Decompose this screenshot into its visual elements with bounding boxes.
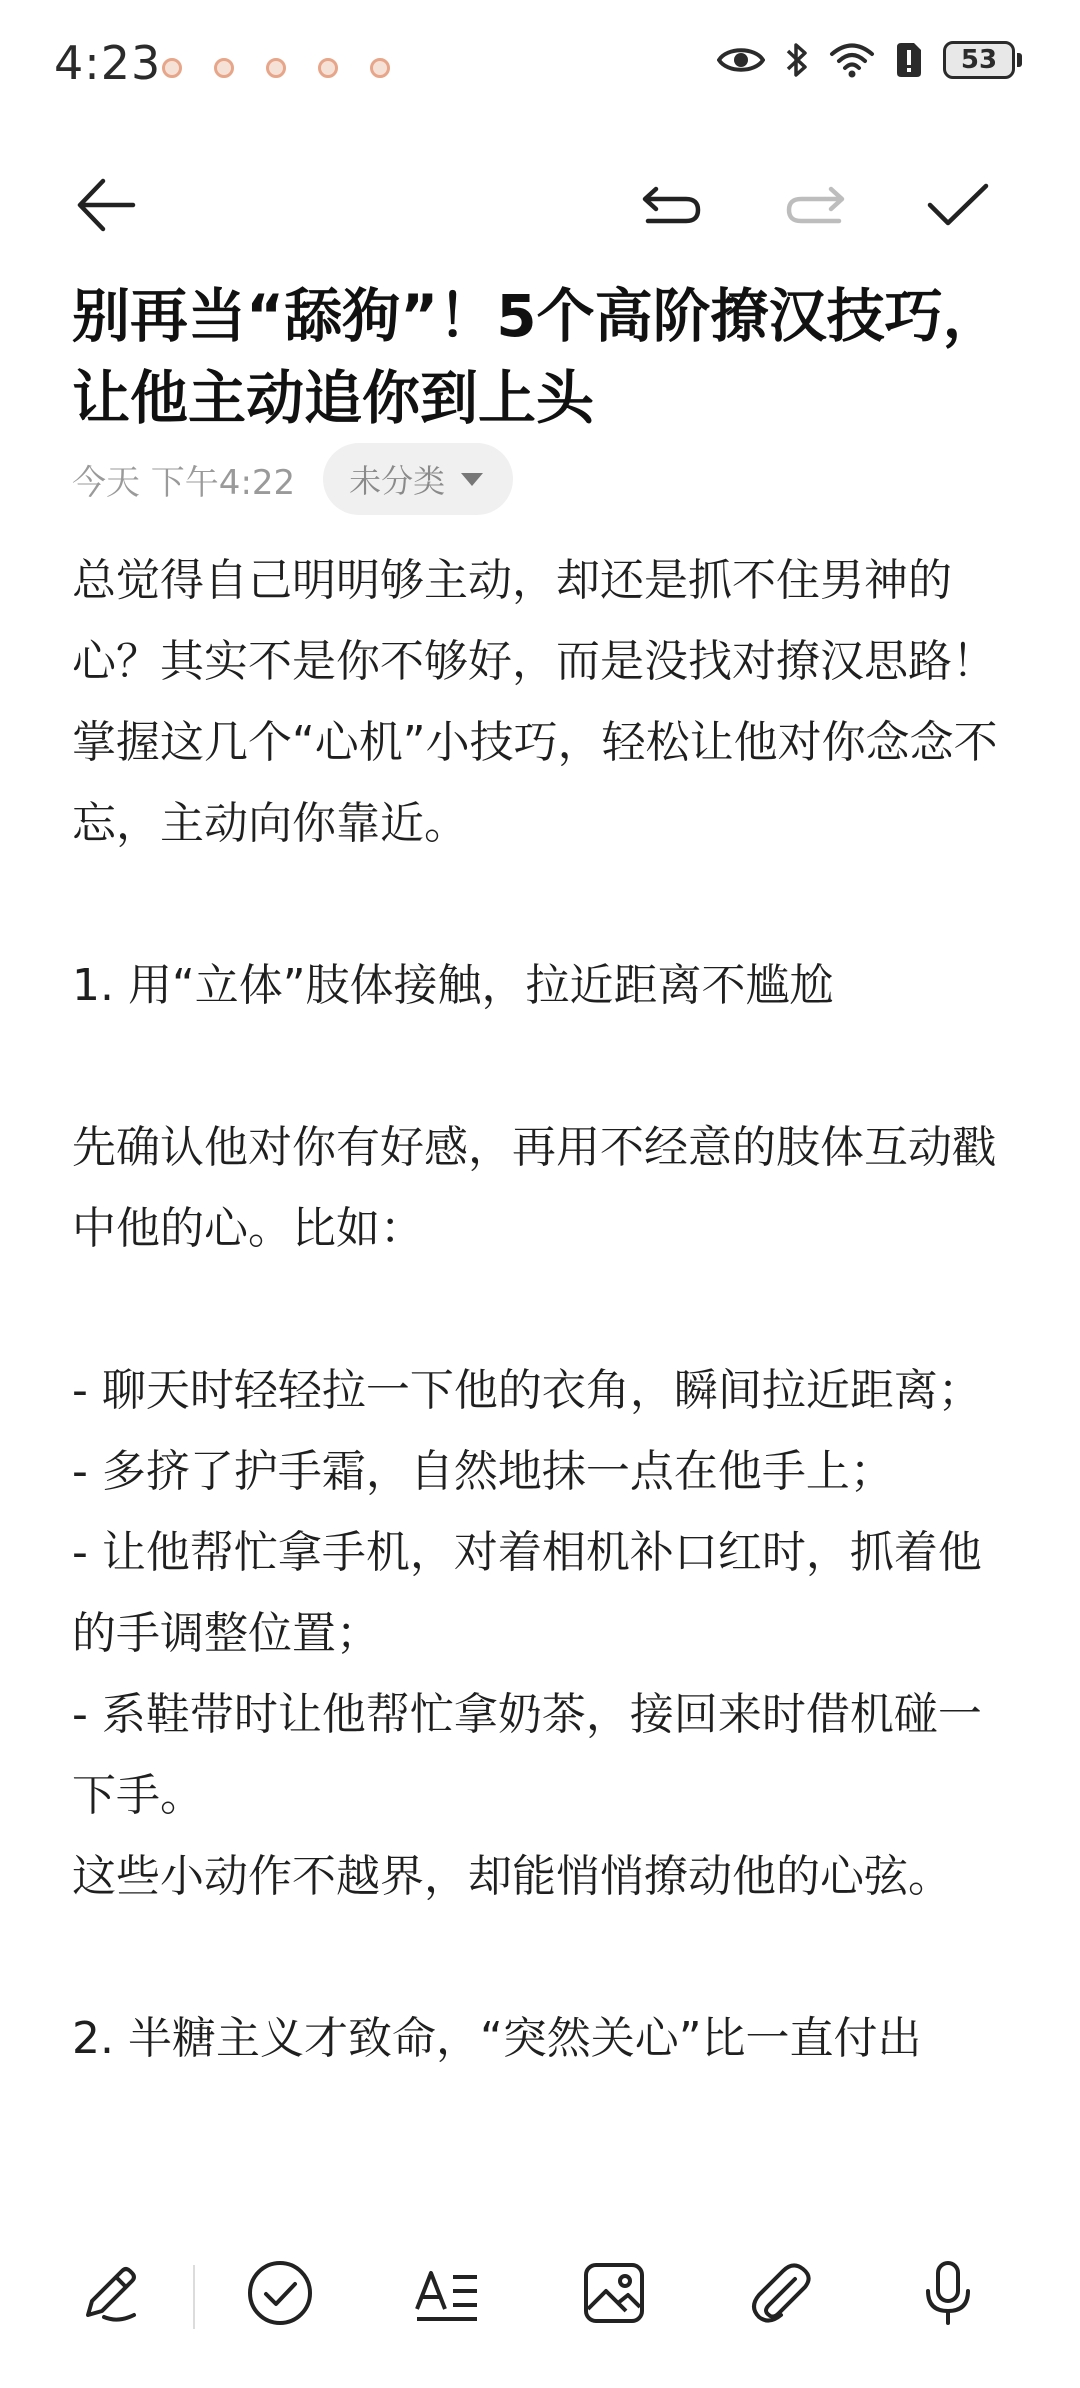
paperclip-icon [745,2257,817,2329]
note-title[interactable]: 别再当“舔狗”！5个高阶撩汉技巧，让他主动追你到上头 [72,282,1001,432]
redo-icon [783,183,847,227]
undo-button[interactable] [617,150,727,260]
checkmark-icon [926,181,990,229]
battery-level: 53 [943,41,1015,79]
checklist-icon [244,2257,316,2329]
dropdown-arrow-icon [461,473,483,486]
status-icons [717,40,1022,80]
body-paragraph: - 多挤了护手霜，自然地抹一点在他手上； [72,1446,894,1497]
alert-sim-icon [895,41,923,79]
voice-input-button[interactable] [900,2245,996,2341]
body-paragraph: - 系鞋带时让他帮忙拿奶茶，接回来时借机碰一下手。 [72,1689,982,1821]
note-meta [72,443,513,515]
battery-tip [1017,53,1022,67]
editor-toolbar [0,150,1080,260]
bluetooth-icon [785,40,809,80]
back-button[interactable] [52,150,162,260]
body-paragraph: 2. 半糖主义才致命，“突然关心”比一直付出 [72,2013,922,2064]
battery-indicator [943,41,1022,79]
checklist-button[interactable] [232,2245,328,2341]
blank-line [72,1917,1012,1998]
notification-icons [162,58,390,78]
pen-icon [74,2257,146,2329]
category-dropdown[interactable] [323,443,513,515]
body-paragraph: - 让他帮忙拿手机，对着相机补口红时，抓着他的手调整位置； [72,1527,982,1659]
body-paragraph: 先确认他对你有好感，再用不经意的肢体互动戳中他的心。比如： [72,1122,996,1254]
blank-line [72,1269,1012,1350]
attachment-button[interactable] [733,2245,829,2341]
app-notification-icon [162,58,182,78]
done-button[interactable] [903,150,1013,260]
app-notification-icon [214,58,234,78]
bottom-toolbar [0,2205,1080,2388]
status-time: 4:23 [54,36,162,90]
microphone-icon [912,2257,984,2329]
image-icon [578,2257,650,2329]
app-notification-icon [370,58,390,78]
insert-image-button[interactable] [566,2245,662,2341]
text-format-icon [411,2257,483,2329]
note-body[interactable] [72,540,1012,2205]
redo-button[interactable] [760,150,870,260]
note-date: 今天 下午4:22 [72,462,296,503]
category-label: 未分类 [349,462,446,500]
toolbar-divider [193,2265,195,2329]
app-notification-icon [318,58,338,78]
blank-line [72,864,1012,945]
handwriting-button[interactable] [62,2245,158,2341]
text-format-button[interactable] [399,2245,495,2341]
app-notification-icon [266,58,286,78]
wifi-icon [829,41,875,79]
undo-icon [640,183,704,227]
eye-icon [717,43,765,77]
back-arrow-icon [75,177,139,233]
blank-line [72,1026,1012,1107]
body-paragraph: - 聊天时轻轻拉一下他的衣角，瞬间拉近距离； [72,1365,982,1416]
status-bar [0,0,1080,130]
body-paragraph: 这些小动作不越界，却能悄悄撩动他的心弦。 [72,1851,952,1902]
body-paragraph: 1. 用“立体”肢体接触，拉近距离不尴尬 [72,960,834,1011]
body-paragraph: 总觉得自己明明够主动，却还是抓不住男神的心？其实不是你不够好，而是没找对撩汉思路！掌握这几个“心机”小技巧，轻松让他对你念念不忘，主动向你靠近。 [72,555,998,849]
